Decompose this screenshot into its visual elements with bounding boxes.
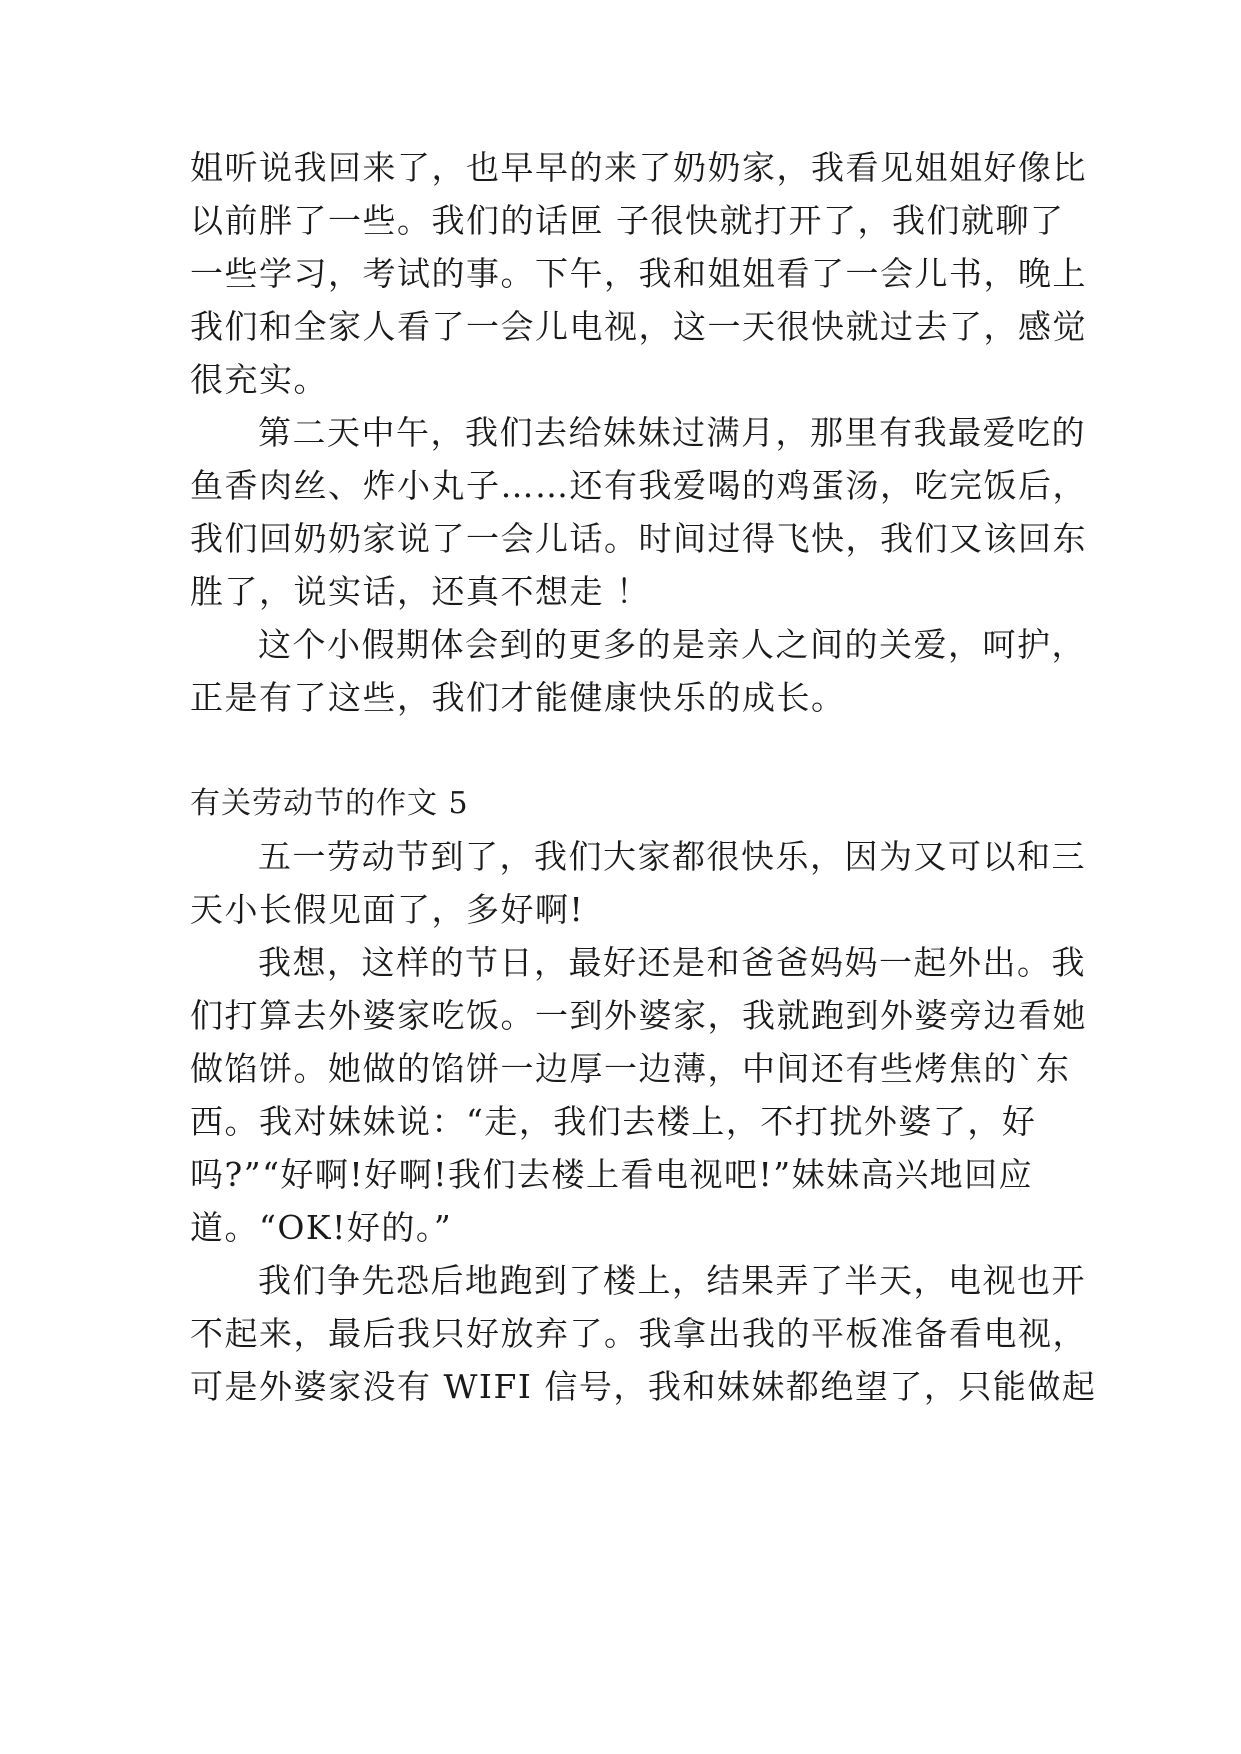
text-line: 一些学习，考试的事。下午，我和姐姐看了一会儿书，晚上 <box>190 254 1087 293</box>
text-line: 不起来，最后我只好放弃了。我拿出我的平板准备看电视， <box>190 1314 1087 1353</box>
text-line: 天小长假见面了，多好啊! <box>190 890 585 929</box>
text-line: 五一劳动节到了，我们大家都很快乐，因为又可以和三 <box>258 837 1086 876</box>
text-line: 做馅饼。她做的馅饼一边厚一边薄，中间还有些烤焦的`东 <box>190 1049 1071 1088</box>
text-line: 鱼香肉丝、炸小丸子……还有我爱喝的鸡蛋汤，吃完饭后， <box>190 466 1087 505</box>
text-line: 可是外婆家没有 WIFI 信号，我和妹妹都绝望了，只能做起 <box>190 1367 1097 1406</box>
text-line: 很充实。 <box>190 360 328 399</box>
text-line: 我们和全家人看了一会儿电视，这一天很快就过去了，感觉 <box>190 307 1087 346</box>
text-line: 我们争先恐后地跑到了楼上，结果弄了半天，电视也开 <box>258 1261 1086 1300</box>
text-line: 我想，这样的节日，最好还是和爸爸妈妈一起外出。我 <box>258 943 1086 982</box>
section-title: 有关劳动节的作文 5 <box>190 786 469 821</box>
text-line: 我们回奶奶家说了一会儿话。时间过得飞快，我们又该回东 <box>190 519 1087 558</box>
text-line: 以前胖了一些。我们的话匣 子很快就打开了，我们就聊了 <box>190 201 1065 240</box>
text-line: 们打算去外婆家吃饭。一到外婆家，我就跑到外婆旁边看她 <box>190 996 1087 1035</box>
text-line: 正是有了这些，我们才能健康快乐的成长。 <box>190 678 846 717</box>
text-line: 吗?”“好啊!好啊!我们去楼上看电视吧!”妹妹高兴地回应 <box>190 1155 1034 1194</box>
text-line: 姐听说我回来了，也早早的来了奶奶家，我看见姐姐好像比 <box>190 148 1087 187</box>
text-line: 胜了，说实话，还真不想走 ！ <box>190 572 651 611</box>
text-line: 这个小假期体会到的更多的是亲人之间的关爱，呵护， <box>258 625 1086 664</box>
text-line: 第二天中午，我们去给妹妹过满月，那里有我最爱吃的 <box>258 413 1086 452</box>
text-line: 西。我对妹妹说：“走，我们去楼上，不打扰外婆了，好 <box>190 1102 1037 1141</box>
text-line: 道。“OK!好的。” <box>190 1208 453 1247</box>
